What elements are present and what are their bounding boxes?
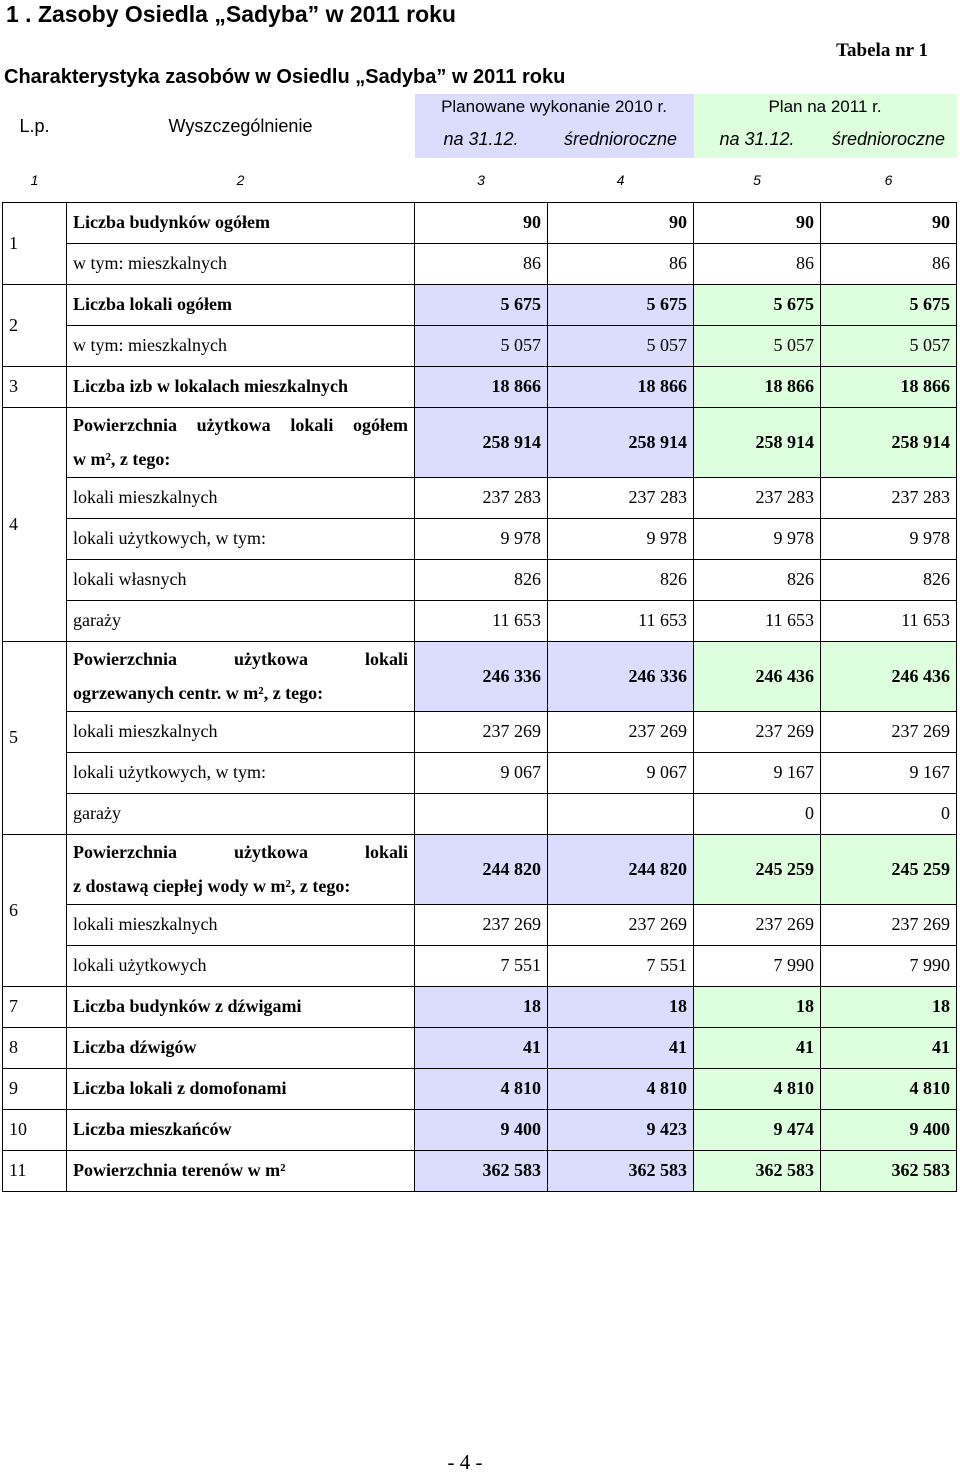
header-plan-2010: Planowane wykonanie 2010 r. — [415, 94, 694, 120]
table-row — [3, 641, 957, 711]
row-value: 362 583 — [694, 1150, 821, 1191]
row-value — [548, 793, 694, 834]
row-label-line: w m², z tego: — [73, 449, 171, 469]
row-value: 41 — [821, 1027, 957, 1068]
row-label — [67, 641, 415, 711]
row-value: 826 — [415, 559, 548, 600]
header-year-end-2010: na 31.12. — [415, 120, 548, 158]
row-label: Liczba dźwigów — [67, 1027, 415, 1068]
row-lp: 9 — [3, 1068, 67, 1109]
row-label: Liczba budynków ogółem — [67, 202, 415, 243]
row-value: 237 283 — [415, 477, 548, 518]
row-value: 4 810 — [821, 1068, 957, 1109]
row-value: 86 — [548, 243, 694, 284]
row-value: 4 810 — [548, 1068, 694, 1109]
header-average-2010: średnioroczne — [548, 120, 694, 158]
row-value: 90 — [694, 202, 821, 243]
row-value: 5 057 — [694, 325, 821, 366]
row-value: 11 653 — [821, 600, 957, 641]
row-value: 18 866 — [548, 366, 694, 407]
row-value: 41 — [548, 1027, 694, 1068]
row-value — [415, 793, 548, 834]
table-row — [3, 243, 957, 284]
row-label-line: Powierzchnia użytkowa lokali ogółem — [73, 415, 408, 435]
row-label — [67, 407, 415, 477]
row-lp: 2 — [3, 284, 67, 366]
table-row — [3, 518, 957, 559]
row-value: 5 675 — [821, 284, 957, 325]
row-label: lokali mieszkalnych — [67, 711, 415, 752]
row-value: 246 436 — [694, 641, 821, 711]
row-value: 9 978 — [694, 518, 821, 559]
row-value: 362 583 — [548, 1150, 694, 1191]
row-lp: 4 — [3, 407, 67, 641]
row-value: 18 — [694, 986, 821, 1027]
row-value: 826 — [821, 559, 957, 600]
row-label: w tym: mieszkalnych — [67, 325, 415, 366]
row-label-line: Powierzchnia użytkowa lokali — [73, 649, 408, 669]
row-label-line: ogrzewanych centr. w m², z tego: — [73, 683, 324, 703]
page-number: - 4 - — [447, 1450, 483, 1474]
row-value: 9 167 — [821, 752, 957, 793]
row-lp: 10 — [3, 1109, 67, 1150]
row-lp: 8 — [3, 1027, 67, 1068]
row-value: 245 259 — [694, 834, 821, 904]
column-number: 4 — [616, 171, 625, 188]
row-label: Liczba budynków z dźwigami — [67, 986, 415, 1027]
row-value: 237 269 — [821, 711, 957, 752]
table-row — [3, 366, 957, 407]
resources-table — [2, 94, 957, 1192]
row-lp: 7 — [3, 986, 67, 1027]
row-value: 11 653 — [694, 600, 821, 641]
row-value: 9 423 — [548, 1109, 694, 1150]
row-value: 7 990 — [694, 945, 821, 986]
row-label: Liczba izb w lokalach mieszkalnych — [67, 366, 415, 407]
row-label: lokali mieszkalnych — [67, 904, 415, 945]
row-value: 826 — [548, 559, 694, 600]
row-lp: 3 — [3, 366, 67, 407]
row-value: 86 — [415, 243, 548, 284]
row-value: 90 — [548, 202, 694, 243]
table-row — [3, 284, 957, 325]
column-number: 5 — [753, 171, 761, 188]
table-row — [3, 559, 957, 600]
row-value: 9 978 — [821, 518, 957, 559]
row-value: 258 914 — [694, 407, 821, 477]
row-value: 237 269 — [415, 904, 548, 945]
row-value: 5 057 — [548, 325, 694, 366]
row-value: 244 820 — [415, 834, 548, 904]
row-value: 18 — [821, 986, 957, 1027]
row-value: 244 820 — [548, 834, 694, 904]
row-value: 86 — [821, 243, 957, 284]
row-value: 246 436 — [821, 641, 957, 711]
row-value: 237 283 — [694, 477, 821, 518]
row-label: lokali użytkowych — [67, 945, 415, 986]
table-row — [3, 1027, 957, 1068]
row-value: 237 269 — [548, 904, 694, 945]
row-value: 9 167 — [694, 752, 821, 793]
row-value: 362 583 — [821, 1150, 957, 1191]
table-row — [3, 904, 957, 945]
table-row — [3, 1109, 957, 1150]
row-value: 9 474 — [694, 1109, 821, 1150]
row-value: 362 583 — [415, 1150, 548, 1191]
row-label: lokali mieszkalnych — [67, 477, 415, 518]
column-number-row — [3, 158, 957, 202]
section-title: 1 . Zasoby Osiedla „Sadyba” w 2011 roku — [6, 1, 456, 27]
table-row — [3, 1150, 957, 1191]
header-description: Wyszczególnienie — [168, 115, 313, 136]
row-value: 9 400 — [821, 1109, 957, 1150]
row-label-line: z dostawą ciepłej wody w m², z tego: — [73, 876, 351, 896]
table-row — [3, 1068, 957, 1109]
row-value: 18 866 — [694, 366, 821, 407]
table-row — [3, 834, 957, 904]
row-value: 258 914 — [415, 407, 548, 477]
row-label: lokali własnych — [67, 559, 415, 600]
table-title: Charakterystyka zasobów w Osiedlu „Sadyba” w 2011 roku — [4, 66, 566, 88]
row-value: 18 866 — [415, 366, 548, 407]
table-row — [3, 202, 957, 243]
row-label: Liczba lokali z domofonami — [67, 1068, 415, 1109]
row-value: 7 990 — [821, 945, 957, 986]
row-label: garaży — [67, 793, 415, 834]
row-value: 237 269 — [694, 904, 821, 945]
row-value: 18 — [415, 986, 548, 1027]
row-value: 237 269 — [548, 711, 694, 752]
row-value: 7 551 — [415, 945, 548, 986]
table-row — [3, 600, 957, 641]
row-value: 258 914 — [548, 407, 694, 477]
column-number: 2 — [236, 171, 245, 188]
column-number: 6 — [884, 171, 893, 188]
table-row — [3, 325, 957, 366]
header-lp: L.p. — [19, 115, 50, 136]
row-value: 237 269 — [415, 711, 548, 752]
row-label: garaży — [67, 600, 415, 641]
row-value: 90 — [821, 202, 957, 243]
row-lp: 5 — [3, 641, 67, 834]
row-value: 5 675 — [548, 284, 694, 325]
row-value: 9 978 — [415, 518, 548, 559]
header-year-end-2011: na 31.12. — [694, 120, 821, 158]
row-value: 11 653 — [415, 600, 548, 641]
row-value: 258 914 — [821, 407, 957, 477]
row-label: Liczba mieszkańców — [67, 1109, 415, 1150]
header-row — [3, 94, 957, 120]
row-value: 9 067 — [548, 752, 694, 793]
table-row — [3, 793, 957, 834]
row-value: 5 057 — [415, 325, 548, 366]
row-value: 86 — [694, 243, 821, 284]
row-value: 5 675 — [415, 284, 548, 325]
row-value: 237 283 — [821, 477, 957, 518]
row-lp: 1 — [3, 202, 67, 284]
row-label-line: Powierzchnia użytkowa lokali — [73, 842, 408, 862]
row-value: 246 336 — [548, 641, 694, 711]
row-label: Powierzchnia terenów w m² — [67, 1150, 415, 1191]
row-value: 0 — [821, 793, 957, 834]
table-row — [3, 986, 957, 1027]
row-value: 11 653 — [548, 600, 694, 641]
row-label: w tym: mieszkalnych — [67, 243, 415, 284]
column-number: 1 — [30, 171, 39, 188]
row-lp: 11 — [3, 1150, 67, 1191]
row-value: 9 978 — [548, 518, 694, 559]
row-value: 4 810 — [694, 1068, 821, 1109]
row-value: 5 057 — [821, 325, 957, 366]
row-value: 245 259 — [821, 834, 957, 904]
header-plan-2011: Plan na 2011 r. — [694, 94, 957, 120]
row-value: 18 866 — [821, 366, 957, 407]
row-label: lokali użytkowych, w tym: — [67, 518, 415, 559]
row-value: 237 269 — [694, 711, 821, 752]
row-value: 90 — [415, 202, 548, 243]
row-value: 4 810 — [415, 1068, 548, 1109]
row-value: 18 — [548, 986, 694, 1027]
table-row — [3, 477, 957, 518]
column-number: 3 — [477, 171, 485, 188]
row-value: 41 — [415, 1027, 548, 1068]
row-value: 41 — [694, 1027, 821, 1068]
row-value: 5 675 — [694, 284, 821, 325]
table-row — [3, 752, 957, 793]
row-value: 246 336 — [415, 641, 548, 711]
row-value: 9 067 — [415, 752, 548, 793]
table-row — [3, 407, 957, 477]
row-value: 237 269 — [821, 904, 957, 945]
row-value: 9 400 — [415, 1109, 548, 1150]
row-value: 237 283 — [548, 477, 694, 518]
table-label: Tabela nr 1 — [836, 40, 928, 61]
row-value: 826 — [694, 559, 821, 600]
table-row — [3, 945, 957, 986]
row-value: 0 — [694, 793, 821, 834]
row-label: lokali użytkowych, w tym: — [67, 752, 415, 793]
row-label: Liczba lokali ogółem — [67, 284, 415, 325]
row-value: 7 551 — [548, 945, 694, 986]
table-row — [3, 711, 957, 752]
row-lp: 6 — [3, 834, 67, 986]
header-average-2011: średnioroczne — [821, 120, 957, 158]
row-label — [67, 834, 415, 904]
